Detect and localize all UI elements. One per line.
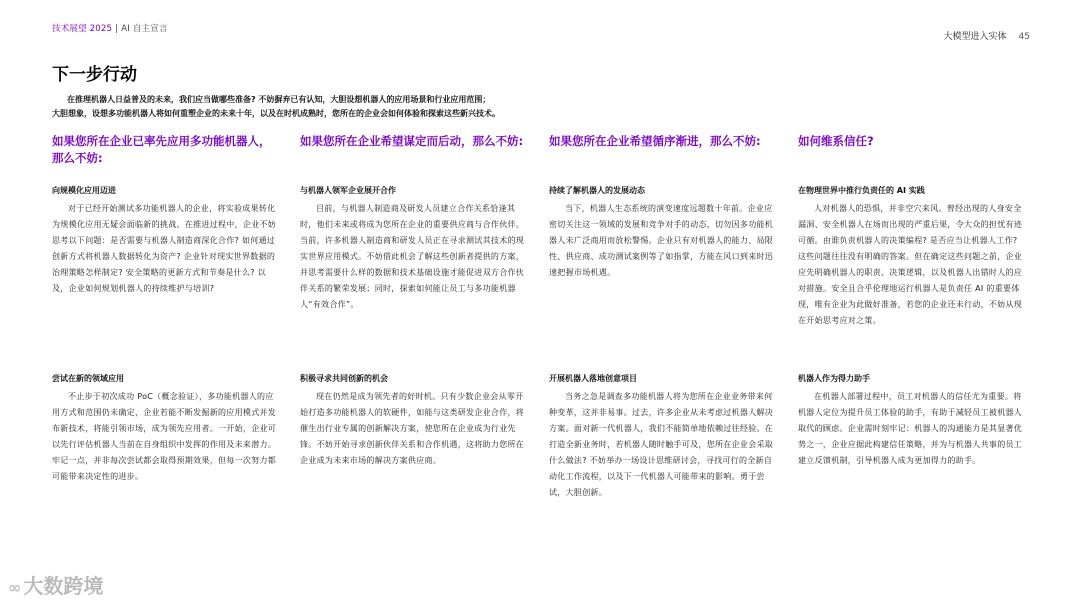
intro-paragraph [52, 93, 612, 121]
section-body: 人对机器人的恐惧，并非空穴来风。曾经出现的人身安全漏洞、安全机器人在场而出现的严重后果，令大众的担忧有迹可循。由谁负责机器人的决策编程? 是否应当让机器人工作? 这些问题往往没有明确的答案。但在确定这些问题之前，企业应先明确机器人的职责、决策逻辑，以及机器人出错时人的应对措施。安全且合乎伦理地运行机器人是负责任 AI 的重要体现，唯有企业为此做好准备，若您的企业还未行动，不妨从现在开始思考应对之策。 [798, 204, 1023, 325]
section-body: 在机器人部署过程中，员工对机器人的信任尤为重要。将机器人定位为提升员工体验的助手，有助于减轻员工被机器人取代的顾虑。企业需时刻牢记：机器人的沟通能力是其显著优势之一，企业应据此构建信任策略，并为与机器人共事的员工建立反馈机制，引导机器人成为更加得力的助手。 [798, 392, 1023, 465]
section [549, 373, 774, 501]
column-heading: 如果您所在企业已率先应用多功能机器人，那么不妨: [52, 134, 271, 165]
column-heading: 如何维系信任? [798, 134, 874, 148]
section-title: 在物理世界中推行负责任的 AI 实践 [798, 186, 925, 195]
column-heading: 如果您所在企业希望循序渐进，那么不妨: [549, 134, 761, 148]
section-title: 开展机器人落地创意项目 [549, 374, 637, 383]
section [52, 373, 277, 485]
header-left [52, 22, 168, 34]
section [300, 373, 525, 469]
intro-line-2: 大胆想象，设想多功能机器人将如何重塑企业的未来十年，以及在时机成熟时，您所在的企业会如何体验和探索这些新兴技术。 [52, 109, 500, 118]
report-title: 技术展望 2025 [52, 24, 113, 34]
header-separator: | [115, 24, 119, 34]
section [300, 185, 525, 313]
section-title: 与机器人领军企业展开合作 [300, 186, 396, 195]
section [549, 185, 774, 281]
section-title: 积极寻求共同创新的机会 [300, 374, 388, 383]
column-wait-and-see [300, 133, 525, 465]
page-title: 下一步行动 [52, 65, 137, 85]
section [798, 373, 1023, 469]
header-right [944, 29, 1030, 42]
section-body: 目前，与机器人制造商及研发人员建立合作关系恰逢其时，他们未来或将成为您所在企业的重要供应商与合作伙伴。当前，许多机器人制造商和研发人员正在寻求测试其技术的现实世界应用模式。不妨借此机会了解这些创新者提供的方案，并思考需要什么样的数据和技术基础设施才能促进双方合作伙伴关系的繁荣发展；同时，探索如何能让员工与多功能机器人“有效合作”。 [300, 204, 525, 309]
section-body: 当下，机器人生态系统的演变速度远超数十年前。企业应密切关注这一领域的发展和竞争对手的动态，切勿因多功能机器人未广泛商用而放松警惕。企业只有对机器人的能力、局限性、供应商、成功测试案例等了如指掌，方能在风口到来时迅速把握市场机遇。 [549, 204, 774, 277]
page-number: 45 [1018, 32, 1030, 42]
section-body: 对于已经开始测试多功能机器人的企业，将实验成果转化为规模化应用无疑会面临新的挑战。在推进过程中，企业不妨思考以下问题：是否需要与机器人制造商深化合作? 如何通过创新方式将机器人数据转化为资产? 企业针对现实世界数据的治理策略怎样制定? 安全策略的更新方式和节奏是什么? 以及，企业如何规划机器人的持续维护与培训? [52, 204, 277, 293]
section-title: 向规模化应用迈进 [52, 186, 116, 195]
column-trust [798, 133, 1023, 465]
report-subtitle: AI 自主宣言 [121, 24, 168, 34]
logo-mark-icon: ∞ [8, 578, 22, 597]
watermark-logo [8, 570, 103, 599]
intro-line-1: 在推理机器人日益普及的未来，我们应当做哪些准备? 不妨摒弃已有认知，大胆设想机器人的应用场景和行业应用范围； [67, 95, 491, 104]
column-heading: 如果您所在企业希望谋定而后动，那么不妨: [300, 134, 524, 148]
section [52, 185, 277, 297]
section-title: 机器人作为得力助手 [798, 374, 870, 383]
section [798, 185, 1023, 329]
chapter-title: 大模型进入实体 [943, 32, 1007, 42]
column-step-by-step [549, 133, 774, 497]
section-title: 尝试在新的领域应用 [52, 374, 124, 383]
section-title: 持续了解机器人的发展动态 [549, 186, 645, 195]
logo-text: 大数跨境 [23, 574, 104, 598]
section-body: 当务之急是调查多功能机器人将为您所在企业业务带来何种变革，这并非易事。过去，许多企业从未考虑过机器人解决方案。面对新一代机器人，我们不能简单地依赖过往经验。在打造全新业务时，若机器人随时触手可及，您所在企业会采取什么做法? 不妨举办一场设计思维研讨会，寻找可行的全新自动化工作流程，以及下一代机器人可能带来的影响。勇于尝试，大胆创新。 [549, 392, 774, 497]
column-early-adopter [52, 133, 277, 481]
section-body: 现在仍然是成为领先者的好时机。只有少数企业会从零开始打造多功能机器人的软硬件，如能与这类研发企业合作，将催生出行业专属的创新解决方案，使您所在企业成为行业先锋。不妨开始寻求创新伙伴关系和合作机遇，这将助力您所在企业成为未来市场的解决方案供应商。 [300, 392, 525, 465]
section-body: 不止步于初次成功 PoC（概念验证），多功能机器人的应用方式和范围仍未确定，企业若能不断发掘新的应用模式并发布新技术，将能引领市场，成为领先应用者。一开始，企业可以先行评估机器人当前在自身组织中发挥的作用及未来潜力。牢记一点，并非每次尝试都会取得预期效果，但每一次努力都可能带来决定性的进步。 [52, 392, 277, 481]
